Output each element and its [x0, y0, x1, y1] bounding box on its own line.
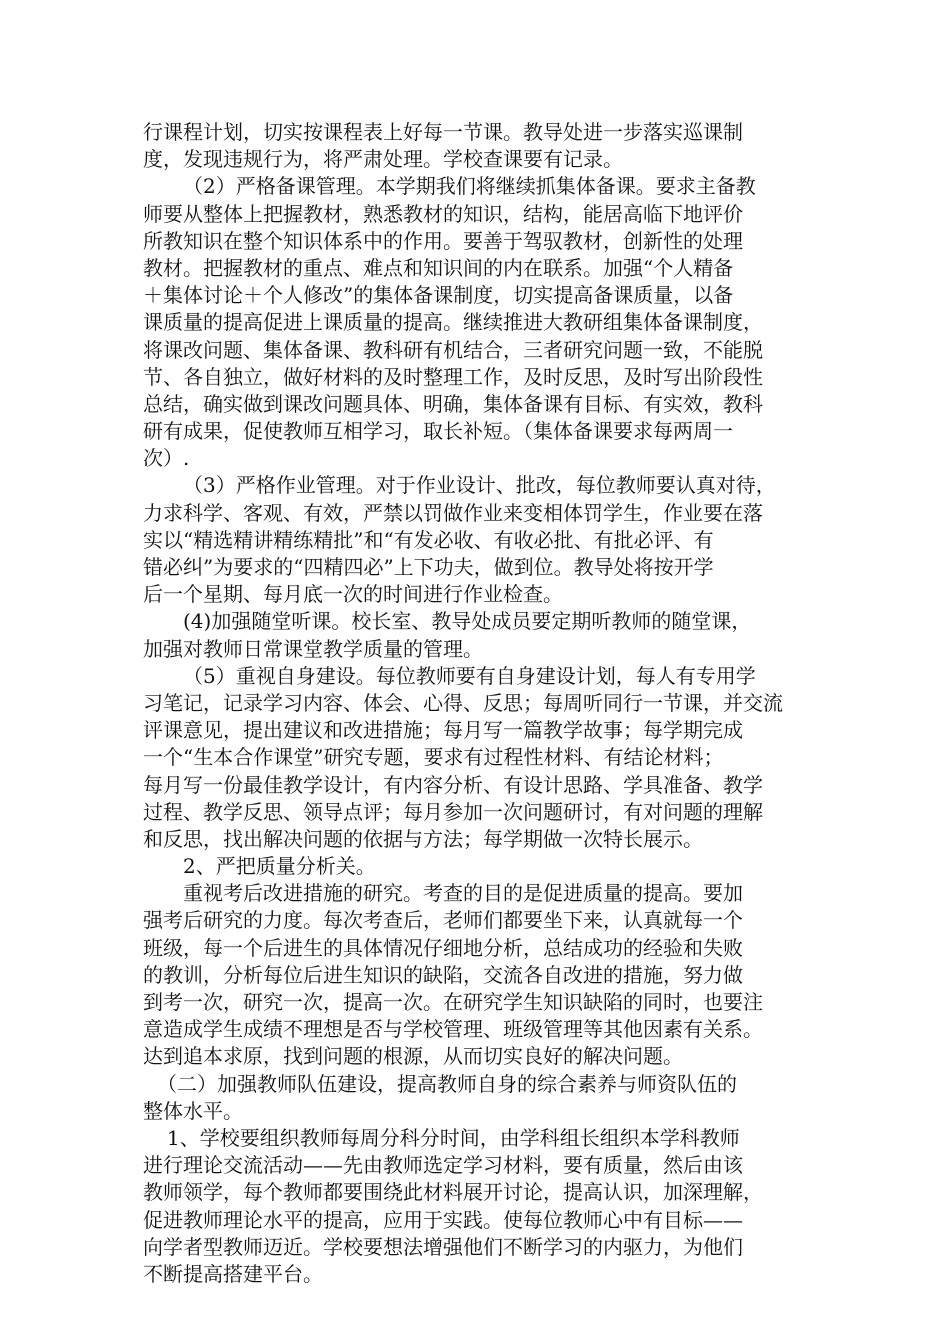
text-line: 后一个星期、每月底一次的时间进行作业检查。: [143, 582, 563, 607]
text-line: 不断提高搭建平台。: [143, 1261, 323, 1286]
text-line: 所教知识在整个知识体系中的作用。要善于驾驭教材，创新性的处理: [143, 228, 743, 253]
text-line: 到考一次，研究一次，提高一次。在研究学生知识缺陷的同时，也要注: [143, 990, 763, 1014]
text-line: （5）重视自身建设。每位教师要有自身建设计划，每人有专用学: [183, 663, 756, 688]
text-line: 教材。把握教材的重点、难点和知识间的内在联系。加强“个人精备: [143, 255, 734, 280]
text-line: 整体水平。: [143, 1098, 243, 1123]
text-line: 1、学校要组织教师每周分科分时间，由学科组长组织本学科教师: [167, 1125, 740, 1150]
text-line: 错必纠”为要求的“四精四必”上下功夫，做到位。教导处将按开学: [143, 555, 714, 579]
text-line: 次）.: [143, 446, 190, 471]
text-line: 每月写一份最佳教学设计，有内容分析、有设计思路、学具准备、教学: [143, 772, 763, 797]
text-line: 班级，每一个后进生的具体情况仔细地分析，总结成功的经验和失败: [143, 935, 743, 960]
text-line: 重视考后改进措施的研究。考查的目的是促进质量的提高。要加: [183, 881, 743, 906]
text-line: 研有成果，促使教师互相学习，取长补短。（集体备课要求每两周一: [143, 419, 733, 444]
text-line: 意造成学生成绩不理想是否与学校管理、班级管理等其他因素有关系。: [143, 1017, 763, 1042]
text-line: 过程、教学反思、领导点评；每月参加一次问题研讨，有对问题的理解: [143, 799, 763, 824]
text-line: 一个“生本合作课堂”研究专题，要求有过程性材料、有结论材料；: [143, 745, 724, 770]
text-line: 习笔记，记录学习内容、体会、心得、反思；每周听同行一节课，并交流: [143, 690, 783, 715]
text-line: 达到追本求原，找到问题的根源，从而切实良好的解决问题。: [143, 1044, 683, 1069]
text-line: ＋集体讨论＋个人修改”的集体备课制度，切实提高备课质量，以备: [143, 283, 734, 308]
text-line: 的教训，分析每位后进生知识的缺陷，交流各自改进的措施，努力做: [143, 962, 743, 987]
text-line: （2）严格备课管理。本学期我们将继续抓集体备课。要求主备教: [183, 174, 756, 199]
text-line: 实以“精选精讲精练精批”和“有发必收、有收必批、有批必评、有: [143, 527, 714, 552]
section-heading: 2、严把质量分析关。: [183, 854, 376, 879]
text-line: 力求科学、客观、有效，严禁以罚做作业来变相体罚学生，作业要在落: [143, 500, 763, 525]
text-line: 行课程计划，切实按课程表上好每一节课。教导处进一步落实巡课制: [143, 120, 743, 144]
text-line: 度，发现违规行为，将严肃处理。学校查课要有记录。: [143, 147, 623, 172]
text-line: （3）严格作业管理。对于作业设计、批改，每位教师要认真对待，: [183, 473, 776, 498]
text-line: 课质量的提高促进上课质量的提高。继续推进大教研组集体备课制度，: [143, 310, 763, 335]
text-line: 向学者型教师迈近。学校要想法增强他们不断学习的内驱力，为他们: [143, 1234, 743, 1259]
text-line: 进行理论交流活动——先由教师选定学习材料，要有质量，然后由该: [143, 1153, 743, 1178]
text-line: 将课改问题、集体备课、教科研有机结合，三者研究问题一致，不能脱: [143, 337, 763, 362]
text-line: 评课意见，提出建议和改进措施；每月写一篇教学故事；每学期完成: [143, 718, 743, 743]
text-line: 促进教师理论水平的提高，应用于实践。使每位教师心中有目标——: [143, 1207, 743, 1232]
text-line: 加强对教师日常课堂教学质量的管理。: [143, 636, 483, 661]
text-line: (4)加强随堂听课。校长室、教导处成员要定期听教师的随堂课，: [183, 609, 752, 634]
body-text: [143, 119, 811, 1288]
text-line: 强考后研究的力度。每次考查后，老师们都要坐下来，认真就每一个: [143, 908, 743, 933]
text-line: 节、各自独立，做好材料的及时整理工作，及时反思，及时写出阶段性: [143, 364, 763, 389]
text-line: 教师领学，每个教师都要围绕此材料展开讨论，提高认识，加深理解，: [143, 1180, 763, 1205]
section-heading: （二）加强教师队伍建设，提高教师自身的综合素养与师资队伍的: [157, 1071, 737, 1096]
text-line: 师要从整体上把握教材，熟悉教材的知识，结构，能居高临下地评价: [143, 201, 743, 226]
text-line: 总结，确实做到课改问题具体、明确，集体备课有目标、有实效，教科: [143, 391, 763, 416]
text-line: 和反思，找出解决问题的依据与方法；每学期做一次特长展示。: [143, 826, 703, 851]
